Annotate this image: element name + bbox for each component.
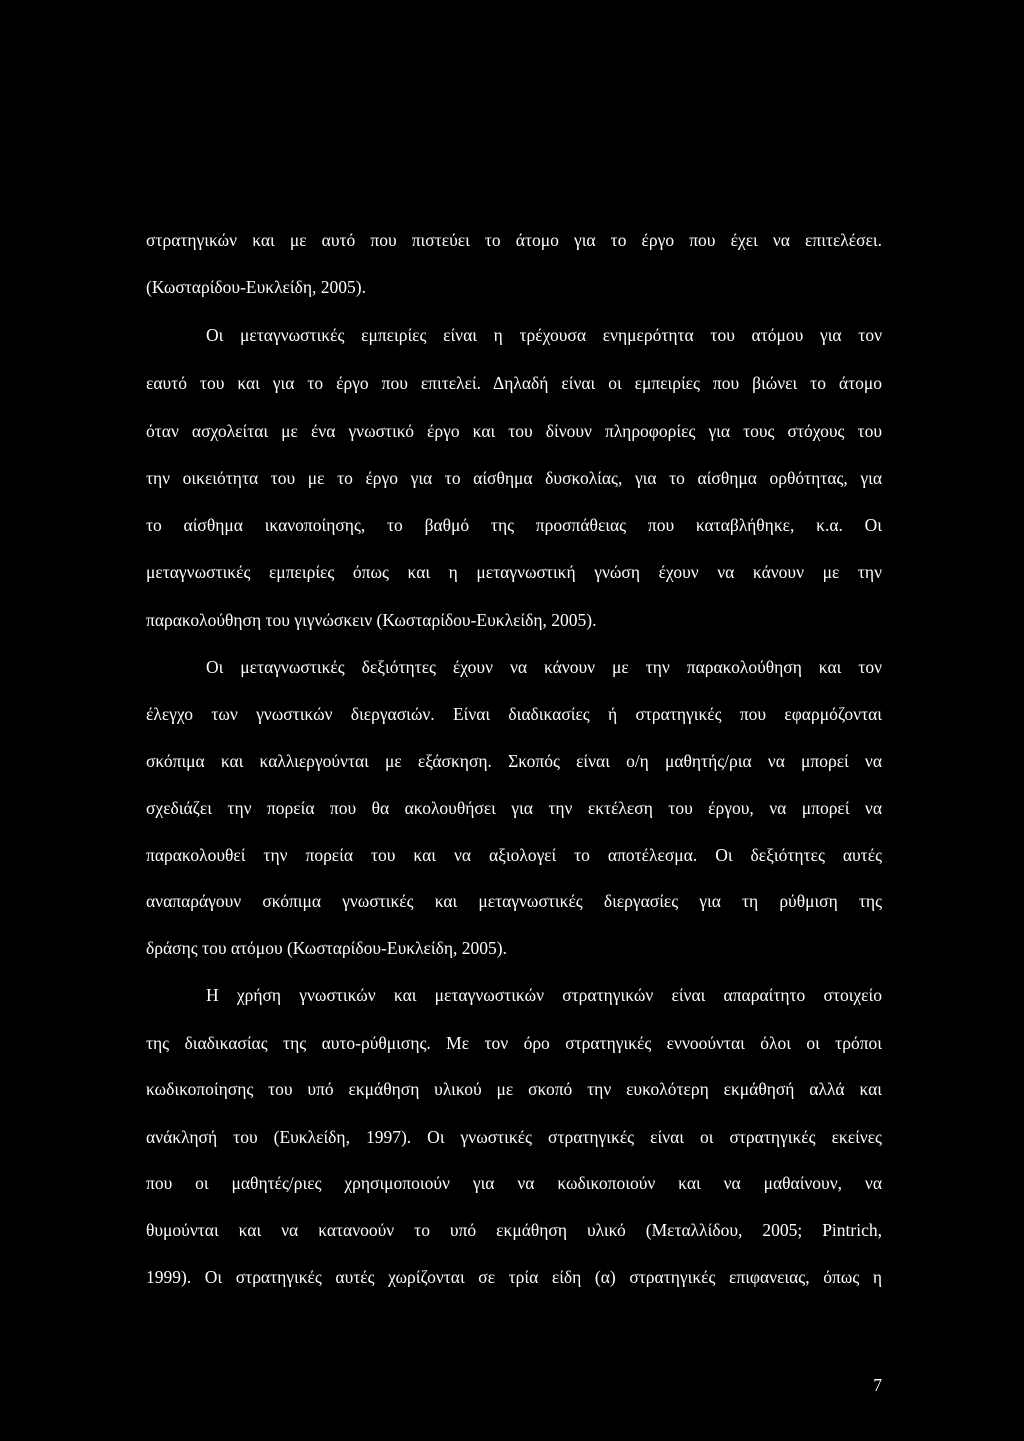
text-line: που οι μαθητές/ριες χρησιμοποιούν για να κωδικοποιούν και να μαθαίνουν, να bbox=[146, 1173, 882, 1193]
text-line: παρακολουθεί την πορεία του και να αξιολογεί το αποτέλεσμα. Οι δεξιότητες αυτές bbox=[146, 845, 882, 865]
text-line: παρακολούθηση του γιγνώσκειν (Κωσταρίδου-Ευκλείδη, 2005). bbox=[146, 610, 597, 630]
text-line: όταν ασχολείται με ένα γνωστικό έργο και του δίνουν πληροφορίες για τους στόχους του bbox=[146, 421, 882, 441]
page-number: 7 bbox=[873, 1375, 882, 1395]
text-line: (Κωσταρίδου-Ευκλείδη, 2005). bbox=[146, 277, 366, 297]
text-line: το αίσθημα ικανοποίησης, το βαθμό της προσπάθειας που καταβλήθηκε, κ.α. Οι bbox=[146, 515, 882, 535]
paragraph-first-line: Η χρήση γνωστικών και μεταγνωστικών στρατηγικών είναι απαραίτητο στοιχείο bbox=[206, 985, 882, 1005]
text-line: μεταγνωστικές εμπειρίες όπως και η μεταγνωστική γνώση έχουν να κάνουν με την bbox=[146, 562, 882, 582]
text-line: κωδικοποίησης του υπό εκμάθηση υλικού με σκοπό την ευκολότερη εκμάθησή αλλά και bbox=[146, 1079, 882, 1099]
text-line: σκόπιμα και καλλιεργούνται με εξάσκηση. Σκοπός είναι ο/η μαθητής/ρια να μπορεί να bbox=[146, 751, 882, 771]
paragraph-first-line: Οι μεταγνωστικές δεξιότητες έχουν να κάνουν με την παρακολούθηση και τον bbox=[206, 657, 882, 677]
text-line: σχεδιάζει την πορεία που θα ακολουθήσει για την εκτέλεση του έργου, να μπορεί να bbox=[146, 798, 882, 818]
text-line: αναπαράγουν σκόπιμα γνωστικές και μεταγνωστικές διεργασίες για τη ρύθμιση της bbox=[146, 891, 882, 911]
text-line: εαυτό του και για το έργο που επιτελεί. Δηλαδή είναι οι εμπειρίες που βιώνει το άτομο bbox=[146, 373, 882, 393]
text-line: έλεγχο των γνωστικών διεργασιών. Είναι διαδικασίες ή στρατηγικές που εφαρμόζονται bbox=[146, 704, 882, 724]
text-line: θυμούνται και να κατανοούν το υπό εκμάθηση υλικό (Μεταλλίδου, 2005; Pintrich, bbox=[146, 1220, 882, 1240]
text-line: 1999). Οι στρατηγικές αυτές χωρίζονται σε τρία είδη (α) στρατηγικές επιφανειας, όπως η bbox=[146, 1267, 882, 1287]
text-line: την οικειότητα του με το έργο για το αίσθημα δυσκολίας, για το αίσθημα ορθότητας, για bbox=[146, 468, 882, 488]
text-line: στρατηγικών και με αυτό που πιστεύει το άτομο για το έργο που έχει να επιτελέσει. bbox=[146, 230, 882, 250]
paragraph-first-line: Οι μεταγνωστικές εμπειρίες είναι η τρέχουσα ενημερότητα του ατόμου για τον bbox=[206, 325, 882, 345]
text-line: της διαδικασίας της αυτο-ρύθμισης. Με τον όρο στρατηγικές εννοούνται όλοι οι τρόποι bbox=[146, 1033, 882, 1053]
text-line: δράσης του ατόμου (Κωσταρίδου-Ευκλείδη, 2005). bbox=[146, 938, 507, 958]
text-line: ανάκλησή του (Ευκλείδη, 1997). Οι γνωστικές στρατηγικές είναι οι στρατηγικές εκείνες bbox=[146, 1127, 882, 1147]
